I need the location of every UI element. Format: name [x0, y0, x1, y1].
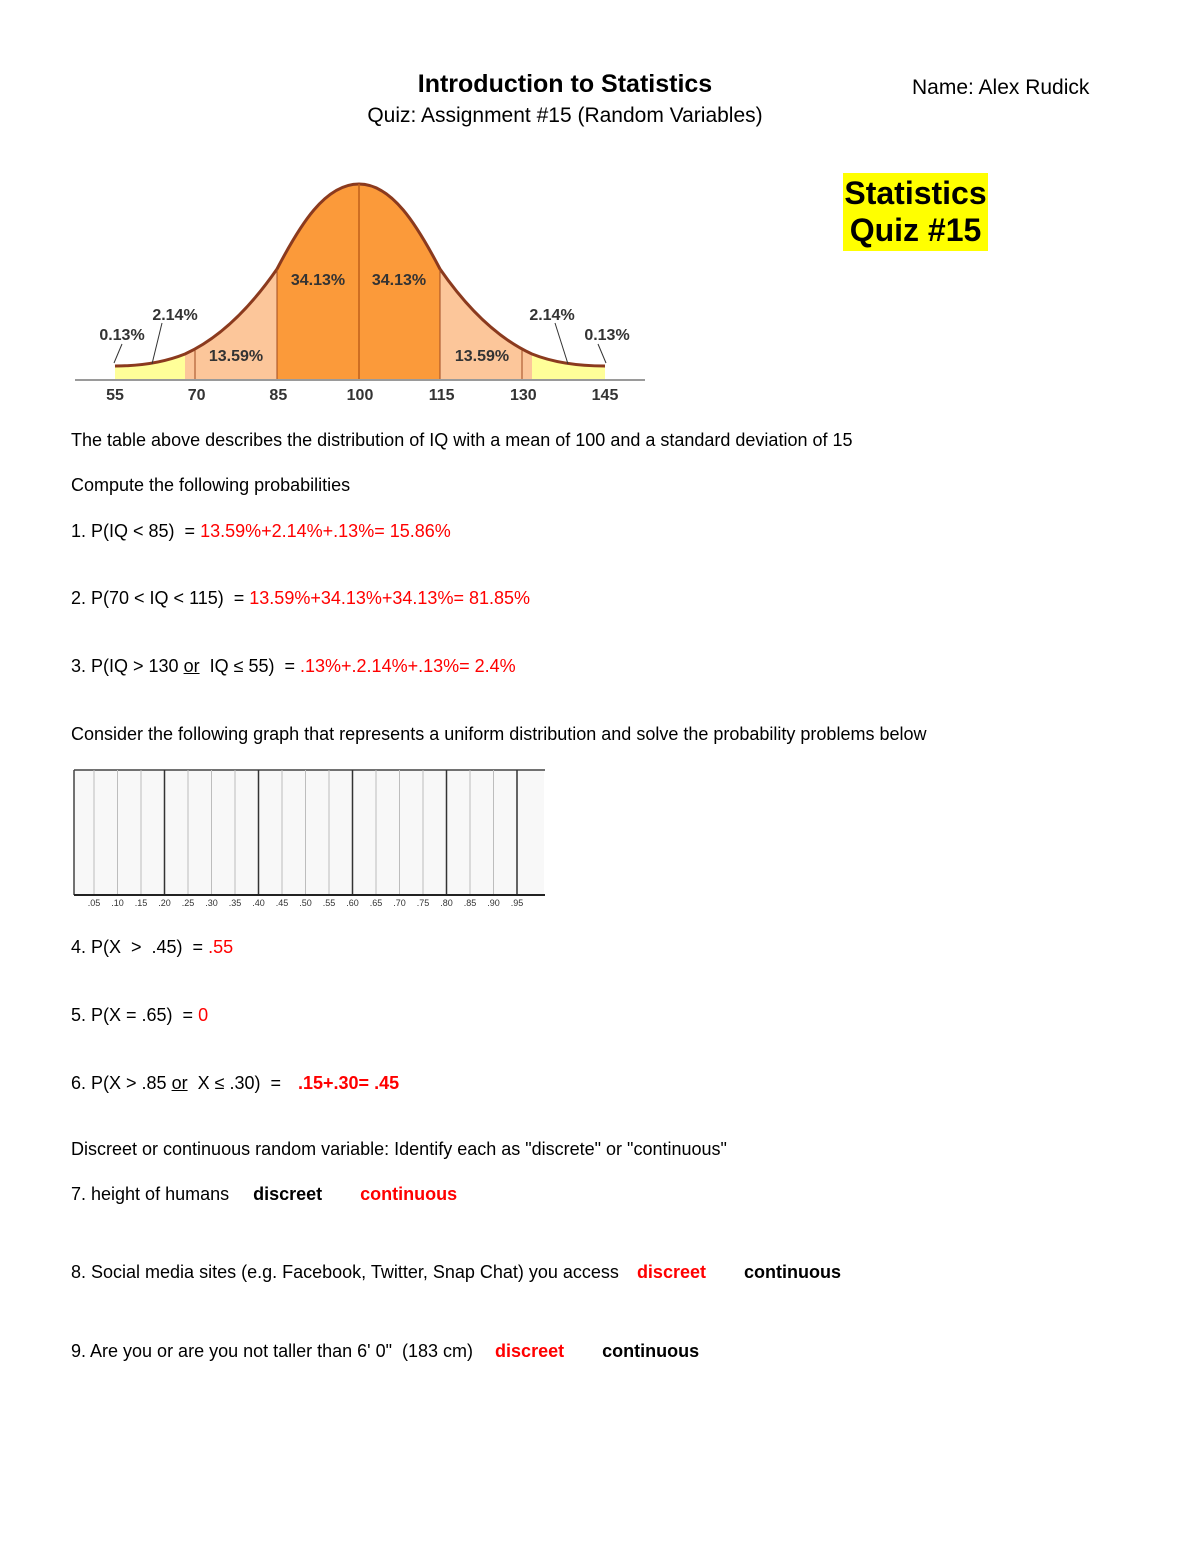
label-inner-tail-right: 2.14%	[529, 307, 575, 324]
uniform-tick-.35: .35	[228, 898, 242, 908]
uniform-tick-.15: .15	[134, 898, 148, 908]
uniform-tick-.90: .90	[487, 898, 500, 908]
uniform-graph	[70, 765, 550, 910]
intro-normal: The table above describes the distribution of IQ with a mean of 100 and a standard deviation of 15	[71, 430, 853, 450]
uniform-plot-area	[74, 770, 544, 895]
question-6	[71, 1073, 399, 1094]
q3-prompt-a: 3. P(IQ > 130	[71, 656, 184, 676]
question-2	[71, 588, 530, 609]
q8-option-continuous: continuous	[743, 1262, 841, 1282]
uniform-tick-.95: .95	[510, 898, 524, 908]
pointer-0.13-left	[114, 344, 122, 363]
uniform-tick-.85: .85	[463, 898, 477, 908]
uniform-tick-.55: .55	[322, 898, 336, 908]
quiz-badge	[843, 173, 988, 251]
q4-answer: .55	[208, 937, 234, 957]
q9-prompt: 9. Are you or are you not taller than 6' 0" (183 cm)	[71, 1341, 474, 1361]
q2-answer: 13.59%+34.13%+34.13%= 81.85%	[249, 588, 531, 608]
normal-x-tick-70: 70	[187, 387, 206, 404]
q6-prompt-a: 6. P(X > .85	[71, 1073, 172, 1093]
question-4	[71, 937, 233, 958]
label-tail-left: 0.13%	[99, 327, 145, 344]
q6-or: or	[171, 1073, 188, 1093]
label-tail-right: 0.13%	[584, 327, 630, 344]
uniform-tick-.10: .10	[111, 898, 124, 908]
intro-compute: Compute the following probabilities	[71, 475, 351, 495]
uniform-tick-.70: .70	[393, 898, 406, 908]
q9-option-continuous: continuous	[602, 1341, 700, 1361]
normal-curve-figure	[70, 170, 660, 410]
normal-x-tick-145: 145	[591, 387, 619, 404]
badge-line-2: Quiz #15	[849, 212, 982, 248]
uniform-tick-.40: .40	[252, 898, 265, 908]
label-center-right: 34.13%	[371, 272, 427, 289]
label-inner-tail-left: 2.14%	[152, 307, 198, 324]
q4-prompt: 4. P(X > .45) =	[71, 937, 209, 957]
uniform-tick-.30: .30	[205, 898, 218, 908]
uniform-tick-.20: .20	[158, 898, 171, 908]
q2-prompt: 2. P(70 < IQ < 115) =	[71, 588, 250, 608]
normal-x-tick-55: 55	[106, 387, 124, 404]
label-mid-right: 13.59%	[454, 348, 510, 365]
normal-x-tick-100: 100	[346, 387, 374, 404]
normal-x-tick-115: 115	[428, 387, 455, 404]
pointer-2.14-left	[152, 323, 162, 364]
question-9	[71, 1341, 699, 1362]
q5-answer: 0	[198, 1005, 209, 1025]
uniform-tick-.60: .60	[346, 898, 359, 908]
uniform-tick-.45: .45	[275, 898, 289, 908]
q1-prompt: 1. P(IQ < 85) =	[71, 521, 201, 541]
question-5	[71, 1005, 208, 1026]
q6-answer: .15+.30= .45	[298, 1073, 400, 1093]
question-8	[71, 1262, 841, 1283]
q3-or: or	[183, 656, 200, 676]
q5-prompt: 5. P(X = .65) =	[71, 1005, 199, 1025]
student-name: Name: Alex Rudick	[912, 76, 1090, 99]
q9-option-discreet: discreet	[495, 1341, 565, 1361]
q7-prompt: 7. height of humans	[71, 1184, 230, 1204]
pointer-2.14-right	[555, 323, 568, 364]
q3-prompt-b: IQ ≤ 55) =	[199, 656, 300, 676]
q3-answer: .13%+.2.14%+.13%= 2.4%	[300, 656, 516, 676]
pointer-0.13-right	[598, 344, 606, 363]
label-center-left: 34.13%	[290, 272, 346, 289]
intro-discrete: Discreet or continuous random variable: Identify each as "discrete" or "continuous"	[71, 1139, 727, 1159]
uniform-tick-.05: .05	[87, 898, 101, 908]
q1-answer: 13.59%+2.14%+.13%= 15.86%	[200, 521, 451, 541]
q6-prompt-b: X ≤ .30) =	[187, 1073, 286, 1093]
uniform-tick-.75: .75	[416, 898, 430, 908]
q7-option-continuous: continuous	[360, 1184, 458, 1204]
intro-uniform: Consider the following graph that represents a uniform distribution and solve the probability problems below	[71, 724, 927, 744]
uniform-tick-.25: .25	[181, 898, 195, 908]
normal-x-tick-130: 130	[509, 387, 537, 404]
badge-line-1: Statistics	[844, 175, 987, 211]
doc-subtitle: Quiz: Assignment #15 (Random Variables)	[367, 104, 763, 127]
uniform-tick-.80: .80	[440, 898, 453, 908]
label-mid-left: 13.59%	[208, 348, 264, 365]
question-7	[71, 1184, 457, 1205]
question-1	[71, 521, 451, 542]
q7-option-discreet: discreet	[253, 1184, 323, 1204]
uniform-tick-.50: .50	[299, 898, 312, 908]
q8-option-discreet: discreet	[636, 1262, 706, 1282]
normal-x-tick-85: 85	[269, 387, 288, 404]
q8-prompt: 8. Social media sites (e.g. Facebook, Twitter, Snap Chat) you access	[71, 1262, 619, 1282]
doc-title: Introduction to Statistics	[417, 70, 713, 98]
uniform-tick-.65: .65	[369, 898, 383, 908]
question-3	[71, 656, 516, 677]
